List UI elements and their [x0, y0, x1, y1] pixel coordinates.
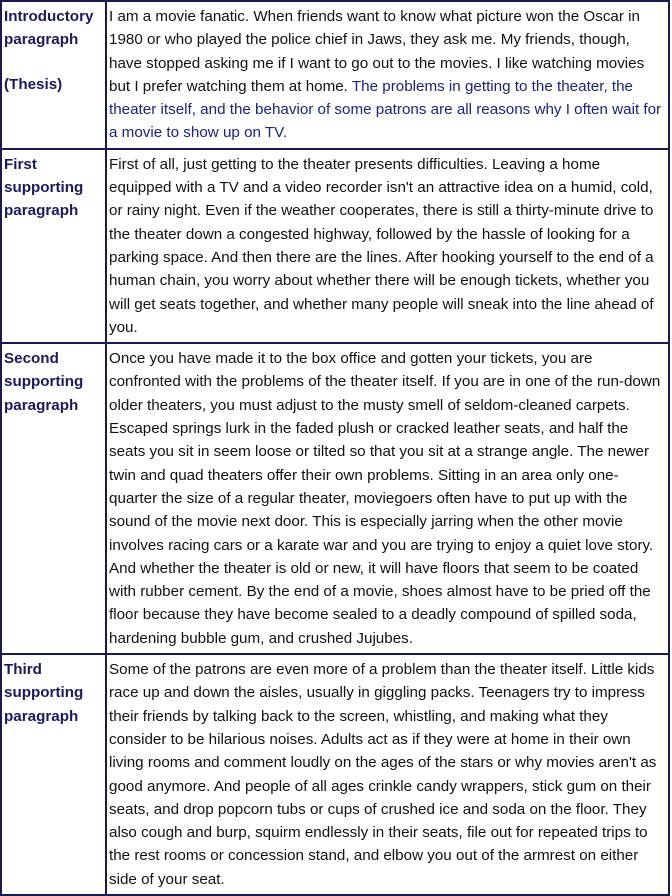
- row-label-line: Introductory: [4, 8, 94, 25]
- label-spacer: [4, 52, 103, 73]
- first-supporting-paragraph-text: First of all, just getting to the theater presents difficulties. Leaving a home equipped with a TV and a video recorder isn't an attractive idea on a humid, cold, or rainy night. Even if the weather cooperates, there is still a thirty-minute drive to the theater down a congested highway, followed by the hassle of looking for a parking space. And then there are the lines. After hooking yourself to the end of a human chain, you worry about whether there will be enough tickets, whether you will get seats together, and whether many people will sneak into the line ahead of you.: [106, 149, 669, 343]
- row-label-line: supporting: [4, 179, 84, 197]
- row-label-line: First: [4, 155, 37, 173]
- row-label-third-supporting: [1, 654, 106, 895]
- row-label-line: paragraph: [4, 396, 79, 414]
- introductory-paragraph-text: [106, 1, 669, 149]
- row-label-line: Third: [4, 661, 42, 679]
- row-label-line: paragraph: [4, 202, 79, 220]
- table-row-second-supporting: [1, 343, 669, 654]
- table-row-first-supporting: [1, 149, 669, 343]
- row-label-line: paragraph: [4, 31, 79, 49]
- row-label-line: paragraph: [4, 707, 79, 725]
- table-row-third-supporting: [1, 654, 669, 895]
- row-label-thesis: (Thesis): [4, 75, 63, 93]
- third-supporting-paragraph-text: Some of the patrons are even more of a problem than the theater itself. Little kids race up and down the aisles, usually in giggling packs. Teenagers try to impress their friends by talking back to the screen, whistling, and making what they consider to be hilarious noises. Adults act as if they were at home in their own living rooms and comment loudly on the ages of the stars or why movies aren't as good anymore. And people of all ages crinkle candy wrappers, stick gum on their seats, and drop popcorn tubs or cups of crushed ice and soda on the floor. They also cough and burp, squirm endlessly in their seats, file out for repeated trips to the rest rooms or concession stand, and elbow you out of the armrest on either side of your seat.: [106, 654, 669, 895]
- thesis-statement: The problems in getting to the theater, the theater itself, and the behavior of some patrons are all reasons why I often wait for a movie to show up on TV.: [109, 77, 662, 142]
- table-row-introductory: [1, 1, 669, 149]
- row-label-line: Second: [4, 350, 59, 368]
- row-label-first-supporting: [1, 149, 106, 343]
- row-label-line: supporting: [4, 373, 84, 391]
- second-supporting-paragraph-text: Once you have made it to the box office and gotten your tickets, you are confronted with the problems of the theater itself. If you are in one of the run-down older theaters, you must adjust to the musty smell of seldom-cleaned carpets. Escaped springs lurk in the faded plush or cracked leather seats, and half the seats you sit in seem loose or tilted so that you sit at a strange angle. The newer twin and quad theaters offer their own problems. Sitting in an area only one-quarter the size of a regular theater, moviegoers often have to put up with the sound of the movie next door. This is especially jarring when the other movie involves racing cars or a karate war and you are trying to enjoy a quiet love story. And whether the theater is old or new, it will have floors that seem to be coated with rubber cement. By the end of a movie, shoes almost have to be pried off the floor because they have become sealed to a deadly compound of spilled soda, hardening bubble gum, and crushed Jujubes.: [106, 343, 669, 654]
- row-label-line: supporting: [4, 684, 84, 702]
- row-label-introductory: [1, 1, 106, 149]
- intro-body-text: I am a movie fanatic. When friends want to know what picture won the Oscar in 1980 or who played the police chief in Jaws, they ask me. My friends, though, have stopped asking me if I want to go out to the movies. I like watching movies but I prefer watching them at home.: [109, 8, 645, 95]
- row-label-second-supporting: [1, 343, 106, 654]
